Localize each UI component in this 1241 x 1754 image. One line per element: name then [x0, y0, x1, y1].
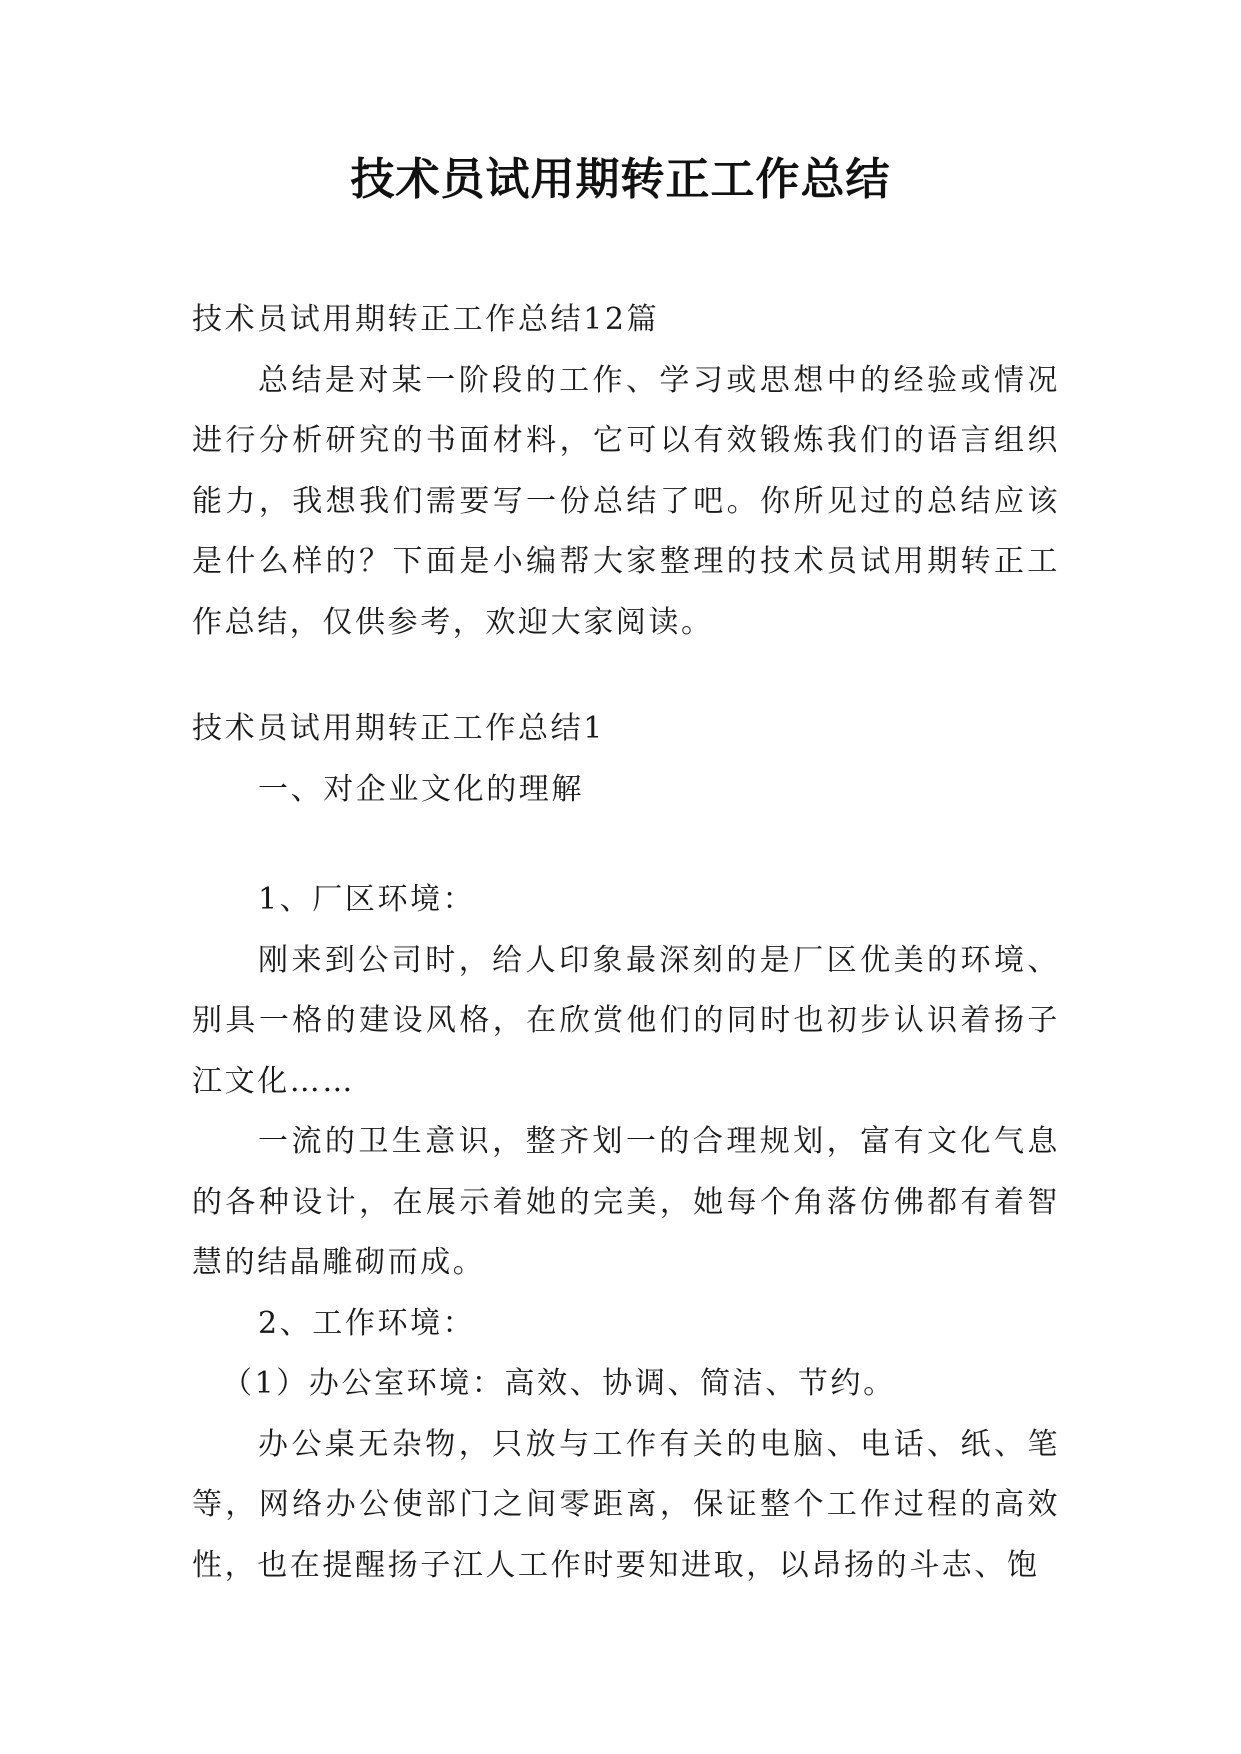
item-heading-factory-environment: 1、厂区环境：	[258, 882, 476, 917]
document-body	[192, 290, 1060, 1596]
paragraph-factory-design: 一流的卫生意识，整齐划一的合理规划，富有文化气息的各种设计，在展示着她的完美，她每个角落仿佛都有着智慧的结晶雕砌而成。	[192, 1124, 1060, 1280]
spacer	[192, 820, 1060, 870]
document-subtitle: 技术员试用期转正工作总结12篇	[192, 302, 660, 337]
paragraph-office-desk: 办公桌无杂物，只放与工作有关的电脑、电话、纸、笔等，网络办公使部门之间零距离，保证整个工作过程的高效性，也在提醒扬子江人工作时要知进取，以昂扬的斗志、饱	[192, 1426, 1060, 1583]
spacer	[192, 653, 1060, 699]
section-heading: 技术员试用期转正工作总结1	[192, 711, 605, 746]
document-title: 技术员试用期转正工作总结	[350, 154, 891, 205]
item-subheading-office: （1）办公室环境：高效、协调、简洁、节约。	[222, 1366, 896, 1401]
intro-paragraph: 总结是对某一阶段的工作、学习或思想中的经验或情况进行分析研究的书面材料，它可以有效锻炼我们的语言组织能力，我想我们需要写一份总结了吧。你所见过的总结应该是什么样的？下面是小编帮大家整理的技术员试用期转正工作总结，仅供参考，欢迎大家阅读。	[192, 362, 1060, 640]
section-subheading: 一、对企业文化的理解	[258, 771, 584, 807]
item-heading-work-environment: 2、工作环境：	[258, 1305, 476, 1341]
paragraph-factory-impression: 刚来到公司时，给人印象最深刻的是厂区优美的环境、别具一格的建设风格，在欣赏他们的同时也初步认识着扬子江文化……	[192, 942, 1060, 1099]
